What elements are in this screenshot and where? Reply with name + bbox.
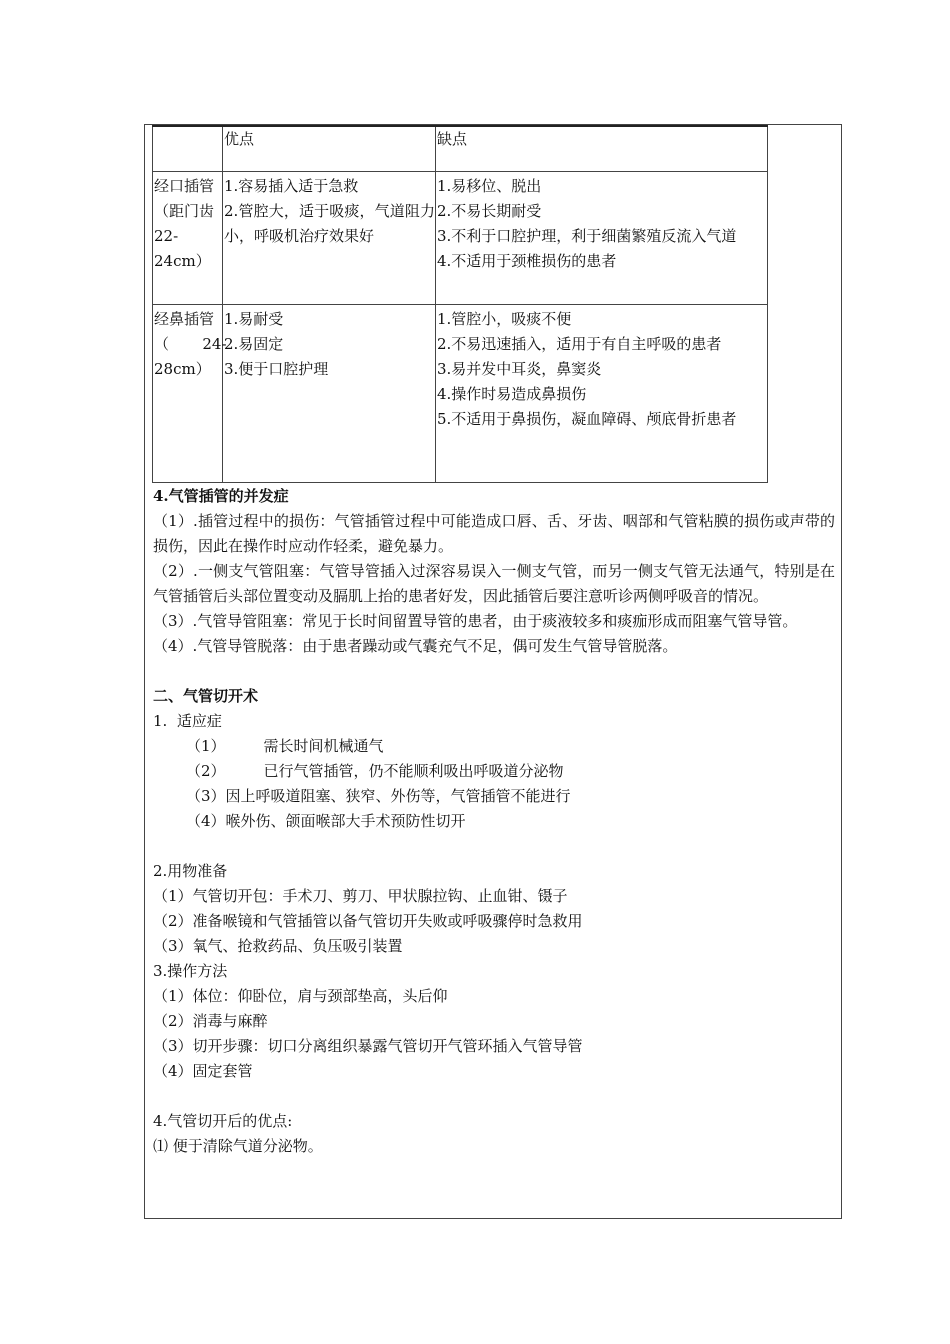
indication-item: [153, 759, 835, 784]
indication-item: [153, 734, 835, 759]
advantage-item: ⑴ 便于清除气道分泌物。: [153, 1137, 323, 1155]
indication-number: （3）: [186, 787, 226, 805]
indication-item: [153, 809, 835, 834]
procedure-item: （4）固定套管: [153, 1062, 253, 1080]
pros-cell: [223, 172, 436, 305]
supplies-item: （2）准备喉镜和气管插管以备气管切开失败或呼吸骤停时急救用: [153, 912, 583, 930]
cons-item: 2.不易迅速插入，适用于有自主呼吸的患者: [437, 335, 722, 353]
indication-number: （2）: [186, 762, 226, 780]
document-body: [153, 484, 835, 1159]
indication-text: 已行气管插管，仍不能顺利吸出呼吸道分泌物: [263, 762, 564, 780]
complication-item: （3）.气管导管阻塞：常见于长时间留置导管的患者，由于痰液较多和痰痂形成而阻塞气管导管。: [153, 612, 798, 630]
method-line: 经鼻插管: [154, 310, 215, 328]
pros-item: 1.易耐受: [224, 310, 284, 328]
complications-heading: 4.气管插管的并发症: [153, 487, 289, 505]
indication-text: 因上呼吸道阻塞、狭窄、外伤等，气管插管不能进行: [225, 787, 571, 805]
intubation-comparison-table: [152, 125, 768, 483]
pros-item: 2.易固定: [224, 335, 284, 353]
indication-text: 喉外伤、颌面喉部大手术预防性切开: [225, 812, 466, 830]
procedure-item: （2）消毒与麻醉: [153, 1012, 268, 1030]
cons-cell: [436, 172, 768, 305]
complication-item: （4）.气管导管脱落：由于患者躁动或气囊充气不足，偶可发生气管导管脱落。: [153, 637, 678, 655]
cons-item: 5.不适用于鼻损伤，凝血障碍、颅底骨折患者: [437, 410, 737, 428]
cons-item: 1.易移位、脱出: [437, 177, 542, 195]
subsection-title: 4.气管切开后的优点:: [153, 1112, 293, 1130]
pros-cell: [223, 305, 436, 483]
method-line: 经口插管: [154, 177, 215, 195]
subsection-title: 3.操作方法: [153, 962, 228, 980]
subsection-title: 1. 适应症: [153, 712, 222, 730]
supplies-item: （3）氧气、抢救药品、负压吸引装置: [153, 937, 403, 955]
method-cell: [153, 305, 227, 483]
indication-item: [153, 784, 835, 809]
indication-text: 需长时间机械通气: [263, 737, 384, 755]
pros-item: 3.便于口腔护理: [224, 360, 329, 378]
complication-item: （1）.插管过程中的损伤：气管插管过程中可能造成口唇、舌、牙齿、咽部和气管粘膜的损伤或声带的损伤，因此在操作时应动作轻柔，避免暴力。: [153, 512, 835, 555]
section-heading: 二、气管切开术: [153, 687, 259, 705]
cons-cell: [436, 305, 768, 483]
method-cell: [153, 172, 223, 305]
indication-number: （4）: [186, 812, 226, 830]
method-line: 24cm）: [154, 252, 211, 270]
table-row-oral: [153, 172, 768, 305]
cons-item: 3.易并发中耳炎，鼻窦炎: [437, 360, 602, 378]
cons-item: 4.操作时易造成鼻损伤: [437, 385, 587, 403]
pros-item: 2.管腔大，适于吸痰，气道阻力小，呼吸机治疗效果好: [224, 202, 435, 245]
pros-item: 1.容易插入适于急救: [224, 177, 359, 195]
procedure-item: （1）体位：仰卧位，肩与颈部垫高，头后仰: [153, 987, 448, 1005]
method-line: （ 24-: [154, 335, 227, 353]
procedure-item: （3）切开步骤：切口分离组织暴露气管切开气管环插入气管导管: [153, 1037, 583, 1055]
cons-item: 3.不利于口腔护理，利于细菌繁殖反流入气道: [437, 227, 737, 245]
subsection-title: 2.用物准备: [153, 862, 228, 880]
cons-item: 2.不易长期耐受: [437, 202, 542, 220]
header-cell-cons: 缺点: [436, 126, 768, 172]
method-line: 28cm）: [154, 360, 211, 378]
header-cell-method: [153, 126, 223, 172]
header-cell-pros: 优点: [223, 126, 436, 172]
table-row-nasal: [153, 305, 768, 483]
method-line: （距门齿: [154, 202, 215, 220]
method-line: 22-: [154, 227, 179, 245]
complication-item: （2）.一侧支气管阻塞：气管导管插入过深容易误入一侧支气管，而另一侧支气管无法通气，特别是在气管插管后头部位置变动及膈肌上抬的患者好发，因此插管后要注意听诊两侧呼吸音的情况。: [153, 562, 835, 605]
table-header-row: [153, 126, 768, 172]
indication-number: （1）: [186, 737, 226, 755]
supplies-item: （1）气管切开包：手术刀、剪刀、甲状腺拉钩、止血钳、镊子: [153, 887, 568, 905]
cons-item: 4.不适用于颈椎损伤的患者: [437, 252, 617, 270]
cons-item: 1.管腔小，吸痰不便: [437, 310, 572, 328]
